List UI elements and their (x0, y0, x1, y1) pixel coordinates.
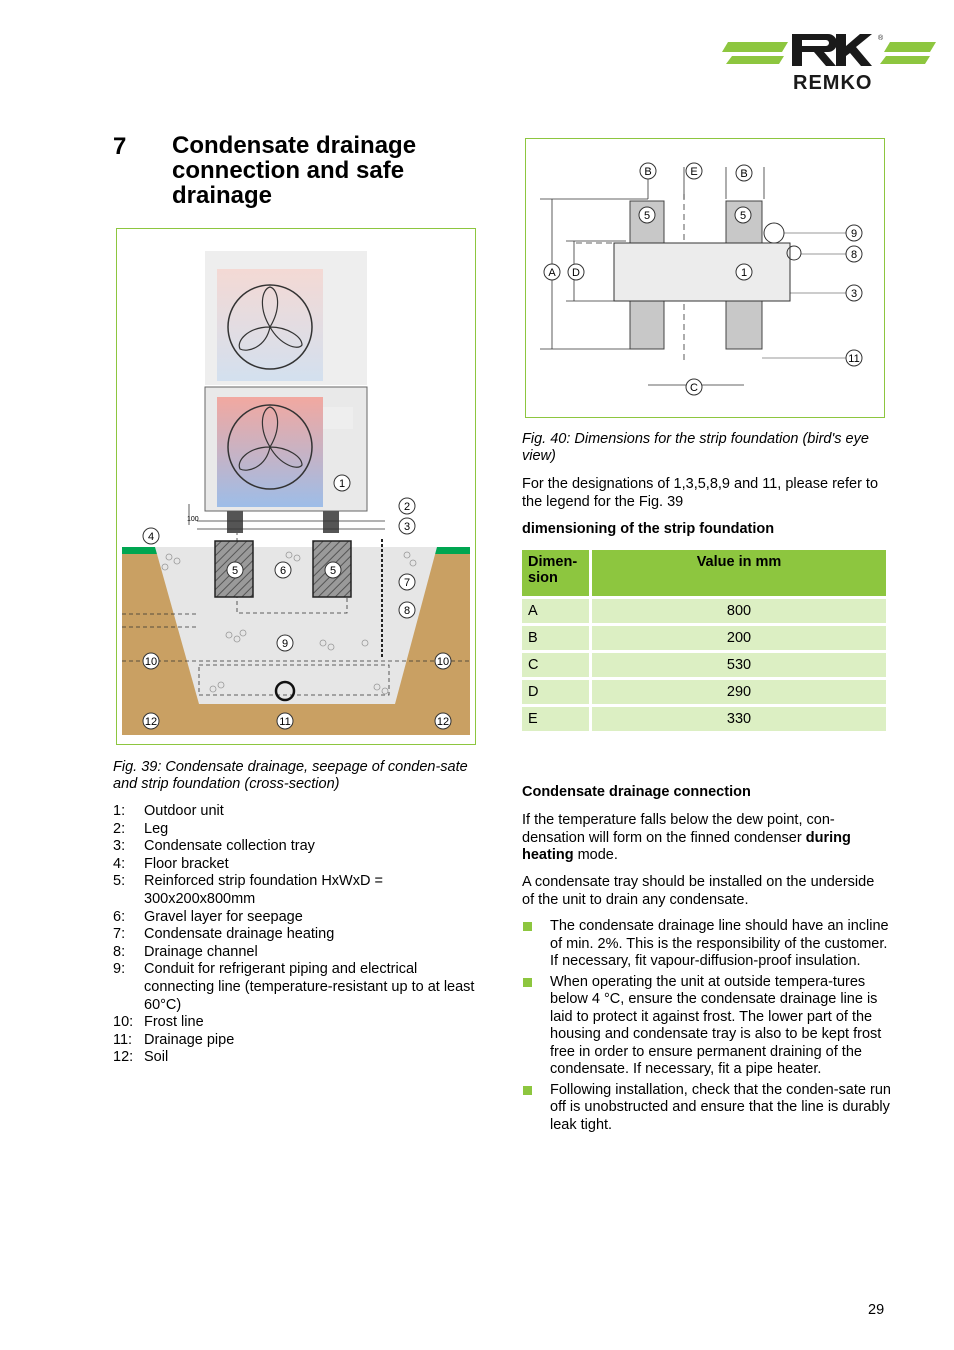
legend-item (113, 1032, 483, 1050)
page-number: 29 (868, 1302, 885, 1318)
svg-text:4: 4 (147, 531, 155, 543)
svg-text:11: 11 (279, 716, 291, 728)
svg-text:8: 8 (850, 249, 858, 261)
svg-text:5: 5 (643, 210, 651, 222)
section-title: Condensate drainage connection (522, 784, 751, 800)
svg-text:3: 3 (403, 521, 411, 533)
list-item: When operating the unit at outside tempera-tures below 4 °C, ensure the condensate drainage line is laid to protect it against frost. The lower part of the housing and condensate tray is also to be kept frost free in order to ensure permanent draining of the condensate. If necessary, fit a pipe heater. (522, 974, 892, 1079)
svg-text:B: B (644, 166, 652, 178)
legend-text: Gravel layer for seepage (144, 908, 303, 925)
legend-number: 2: (113, 820, 126, 837)
legend-number: 4: (113, 855, 126, 872)
gravel-trench (155, 547, 437, 704)
legend-item (113, 909, 483, 927)
brand-name: REMKO (793, 72, 873, 94)
legend-text: Outdoor unit (144, 803, 224, 819)
svg-text:10: 10 (436, 656, 450, 668)
legend-item (113, 821, 483, 839)
legend-item (113, 1014, 483, 1032)
legend-number: 8: (113, 943, 126, 960)
svg-text:3: 3 (850, 288, 858, 300)
registered-mark: ® (878, 35, 884, 42)
unit-outline (614, 243, 790, 301)
legend-text: Soil (144, 1049, 169, 1066)
legend-number: 5: (113, 873, 126, 890)
svg-text:1: 1 (338, 478, 346, 490)
legend-number: 1: (113, 803, 126, 819)
svg-text:12: 12 (436, 716, 450, 728)
svg-text:D: D (572, 267, 580, 279)
figure-39-frame (116, 228, 476, 745)
svg-text:12: 12 (144, 716, 158, 728)
svg-text:9: 9 (850, 228, 858, 240)
svg-text:8: 8 (403, 605, 411, 617)
svg-text:5: 5 (329, 565, 337, 577)
legend-number: 3: (113, 838, 126, 855)
bullet-square-icon (523, 1086, 532, 1095)
legend-item (113, 838, 483, 856)
svg-text:1: 1 (740, 267, 748, 279)
svg-text:7: 7 (403, 577, 411, 589)
bullet-square-icon (523, 922, 532, 931)
column-header-value: Value in mm (592, 550, 886, 596)
remko-logo (722, 28, 940, 94)
chapter-title: Condensate drainage connection and safe drainage (172, 132, 417, 209)
legend-text: Reinforced strip foundation HxWxD = 300x200x800mm (144, 873, 383, 907)
legend-text: Leg (144, 820, 169, 837)
refer-text: For the designations of 1,3,5,8,9 and 11, please refer to the legend for the Fig. 39 (522, 476, 879, 510)
legend-text: Condensate collection tray (144, 838, 315, 855)
figure-40-frame (525, 138, 885, 418)
chapter-number: 7 (113, 133, 127, 160)
figure-40-caption: Fig. 40: Dimensions for the strip foundation (bird's eye view) (522, 431, 869, 464)
bullet-list (522, 918, 892, 1137)
svg-text:9: 9 (281, 638, 289, 650)
legend-number: 10: (113, 1014, 134, 1031)
legend-number: 6: (113, 908, 126, 925)
svg-text:E: E (690, 166, 698, 178)
legend-text: Conduit for refrigerant piping and electrical connecting line (temperature-resistant up to at least 60°C) (144, 961, 475, 1013)
legend-item (113, 926, 483, 944)
figure-39-caption: Fig. 39: Condensate drainage, seepage of conden-sate and strip foundation (cross-section) (113, 759, 468, 792)
legend-text: Condensate drainage heating (144, 926, 335, 943)
svg-text:10: 10 (144, 656, 158, 668)
dimension-100: 100 (187, 516, 199, 523)
table-row: B 200 (522, 626, 886, 650)
svg-text:A: A (548, 267, 556, 279)
legend-number: 12: (113, 1049, 134, 1066)
legend-text: Drainage pipe (144, 1031, 235, 1048)
figure-39-drawing (117, 229, 475, 744)
legend-item (113, 803, 483, 821)
legend-item (113, 944, 483, 962)
legend-item (113, 1049, 483, 1067)
table-row: A 800 (522, 599, 886, 623)
svg-text:C: C (690, 382, 698, 394)
section-paragraph-1: If the temperature falls below the dew point, con-densation will form on the finned condenser during heating mode. (522, 812, 851, 863)
svg-text:B: B (740, 168, 748, 180)
column-header-dimension: Dimen-sion (522, 550, 589, 596)
legend-text: Drainage channel (144, 943, 258, 960)
table-title: dimensioning of the strip foundation (522, 521, 775, 537)
legend-item (113, 873, 483, 908)
dimension-table (519, 547, 889, 734)
figure-40-drawing (526, 139, 884, 417)
legend-text: Frost line (144, 1014, 204, 1031)
svg-text:5: 5 (231, 565, 239, 577)
svg-text:6: 6 (279, 565, 287, 577)
legend-item (113, 856, 483, 874)
svg-text:2: 2 (403, 501, 411, 513)
list-item: The condensate drainage line should have an incline of min. 2%. This is the responsibility of the customer. If necessary, fit vapour-diffusion-proof insulation. (522, 918, 892, 971)
legend-number: 7: (113, 926, 126, 943)
legend-text: Floor bracket (144, 855, 229, 872)
table-row: C 530 (522, 653, 886, 677)
section-paragraph-2: A condensate tray should be installed on the underside of the unit to drain any condensate. (522, 874, 875, 908)
table-row: E 330 (522, 707, 886, 731)
bullet-square-icon (523, 978, 532, 987)
svg-text:11: 11 (848, 353, 860, 365)
legend-number: 9: (113, 961, 126, 978)
list-item: Following installation, check that the conden-sate run off is unobstructed and ensure that the line is durably leak tight. (522, 1082, 892, 1135)
legend-item (113, 961, 483, 1014)
table-row: D 290 (522, 680, 886, 704)
svg-text:5: 5 (739, 210, 747, 222)
figure-39-legend (113, 803, 483, 1067)
legend-number: 11: (113, 1031, 133, 1048)
